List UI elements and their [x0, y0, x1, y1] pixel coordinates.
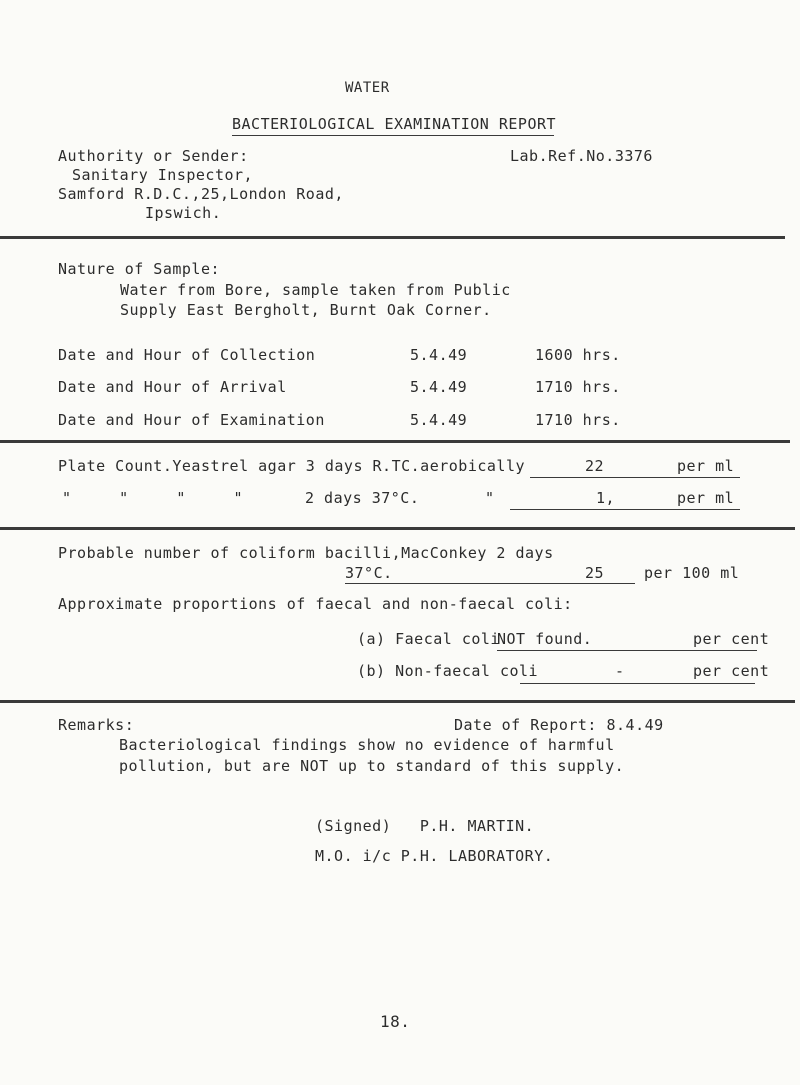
authority-label: Authority or Sender:	[58, 147, 249, 165]
remarks-line1: Bacteriological findings show no evidence of harmful	[119, 736, 615, 754]
faecal-coli-underline	[497, 650, 757, 651]
plate-count-row2-ditto: " " " "	[62, 489, 244, 507]
plate-count-row1-value: 22	[585, 457, 605, 475]
coliform-line2: 37°C.	[345, 564, 393, 582]
date-collection-date: 5.4.49	[410, 346, 468, 364]
office: M.O. i/c P.H. LABORATORY.	[315, 847, 554, 865]
plate-count-row2-value: 1,	[596, 489, 616, 507]
coliform-underline	[345, 583, 635, 584]
faecal-coli-label: (a) Faecal coli	[357, 630, 500, 648]
authority-line3: Ipswich.	[145, 204, 222, 222]
date-examination-label: Date and Hour of Examination	[58, 411, 325, 429]
date-collection-label: Date and Hour of Collection	[58, 346, 316, 364]
remarks-label: Remarks:	[58, 716, 135, 734]
date-arrival-label: Date and Hour of Arrival	[58, 378, 287, 396]
sample-label: Nature of Sample:	[58, 260, 221, 278]
non-faecal-coli-label: (b) Non-faecal coli	[357, 662, 539, 680]
title-water: WATER	[345, 80, 390, 96]
title-underline	[232, 135, 554, 136]
report-title: BACTERIOLOGICAL EXAMINATION REPORT	[232, 115, 557, 133]
signature: (Signed) P.H. MARTIN.	[315, 817, 535, 835]
plate-count-row2-unit: per ml	[677, 489, 735, 507]
plate-count-row2-underline	[510, 509, 740, 510]
sample-line2: Supply East Bergholt, Burnt Oak Corner.	[120, 301, 492, 319]
coliform-unit: per 100 ml	[644, 564, 740, 582]
date-arrival-date: 5.4.49	[410, 378, 468, 396]
plate-count-row1-unit: per ml	[677, 457, 735, 475]
non-faecal-coli-value: -	[615, 662, 625, 680]
date-collection-time: 1600 hrs.	[535, 346, 621, 364]
date-examination-date: 5.4.49	[410, 411, 468, 429]
lab-ref: Lab.Ref.No.3376	[510, 147, 653, 165]
coliform-line1: Probable number of coliform bacilli,MacConkey 2 days	[58, 544, 554, 562]
date-arrival-time: 1710 hrs.	[535, 378, 621, 396]
remarks-line2: pollution, but are NOT up to standard of this supply.	[119, 757, 625, 775]
plate-count-row1-label: Plate Count.Yeastrel agar 3 days R.TC.aerobically	[58, 457, 526, 475]
non-faecal-coli-underline	[520, 683, 755, 684]
date-of-report: Date of Report: 8.4.49	[454, 716, 664, 734]
date-examination-time: 1710 hrs.	[535, 411, 621, 429]
divider-1	[0, 236, 785, 239]
plate-count-row2-ditto2: "	[485, 489, 495, 507]
faecal-coli-value: NOT found.	[497, 630, 593, 648]
authority-line1: Sanitary Inspector,	[72, 166, 254, 184]
sample-line1: Water from Bore, sample taken from Public	[120, 281, 511, 299]
divider-3	[0, 527, 795, 530]
plate-count-row1-underline	[530, 477, 740, 478]
faecal-coli-unit: per cent	[693, 630, 770, 648]
divider-4	[0, 700, 795, 703]
plate-count-row2-label: 2 days 37°C.	[305, 489, 420, 507]
divider-2	[0, 440, 790, 443]
approx-proportions: Approximate proportions of faecal and non-faecal coli:	[58, 595, 573, 613]
non-faecal-coli-unit: per cent	[693, 662, 770, 680]
page-number: 18.	[380, 1012, 411, 1031]
authority-line2: Samford R.D.C.,25,London Road,	[58, 185, 344, 203]
coliform-value: 25	[585, 564, 605, 582]
